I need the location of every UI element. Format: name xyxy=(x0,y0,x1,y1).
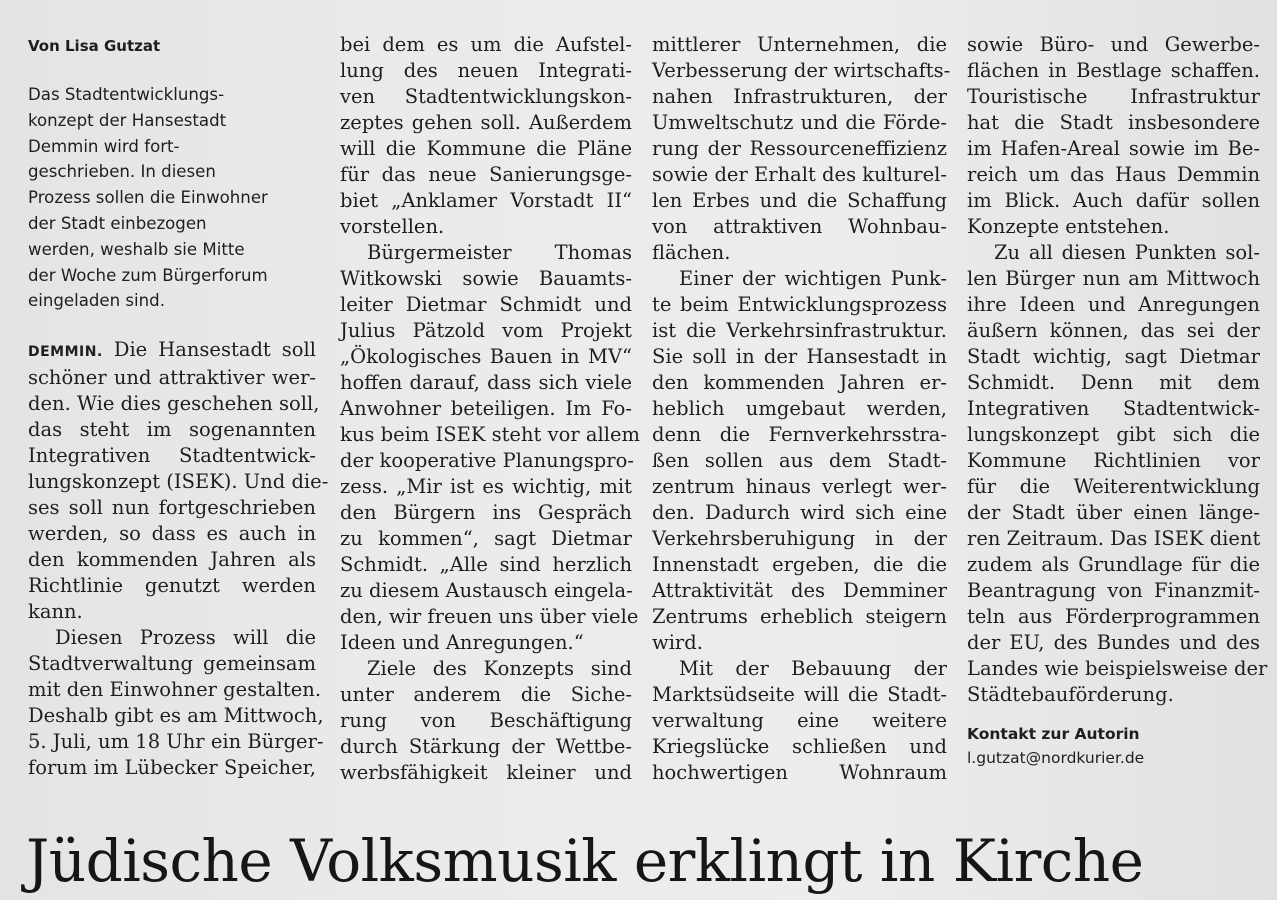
body-line: Beantragung von Finanzmit- xyxy=(967,579,1260,602)
teaser-line: der Stadt einbezogen xyxy=(28,213,207,233)
body-line: hoffen darauf, dass sich viele xyxy=(340,371,632,394)
body-line: denn die Fernverkehrsstra- xyxy=(652,423,947,446)
body-line: flächen. xyxy=(652,241,731,264)
teaser-line: Das Stadtentwicklungs- xyxy=(28,85,225,104)
body-line: ses soll nun fortgeschrieben xyxy=(28,496,316,520)
body-line: ren Zeitraum. Das ISEK dient xyxy=(967,527,1261,550)
body-line: Städtebauförderung. xyxy=(967,683,1174,706)
body-line: Innenstadt ergeben, die die xyxy=(652,553,947,576)
body-line: Landes wie beispielsweise der xyxy=(967,657,1268,680)
body-line: kus beim ISEK steht vor allem xyxy=(340,423,640,446)
body-line: hochwertigen Wohnraum xyxy=(652,761,947,784)
article-column-3 xyxy=(652,32,951,786)
body-line: der EU, des Bundes und des xyxy=(967,631,1260,654)
body-line: Witkowski sowie Bauamts- xyxy=(340,267,632,290)
body-line: ßen sollen aus dem Stadt- xyxy=(652,449,947,472)
teaser-line: Prozess sollen die Einwohner xyxy=(28,188,268,208)
body-line: 5. Juli, um 18 Uhr ein Bürger- xyxy=(28,730,324,754)
body-line: ihre Ideen und Anregungen xyxy=(967,293,1260,316)
body-line: Verkehrsberuhigung in der xyxy=(652,527,947,550)
article-body-col1 xyxy=(28,337,329,781)
body-line: Stadtverwaltung gemeinsam xyxy=(28,652,316,676)
body-line: ist die Verkehrsinfrastruktur. xyxy=(652,319,947,342)
body-line: rung der Ressourceneffizienz xyxy=(652,137,947,160)
body-line: Mit der Bebauung der xyxy=(679,657,947,680)
body-line: zudem als Grundlage für die xyxy=(967,553,1260,576)
body-line: Anwohner beteiligen. Im Fo- xyxy=(340,397,632,420)
body-line: Kommune Richtlinien vor xyxy=(967,449,1260,472)
body-line: DEMMIN. Die Hansestadt soll xyxy=(28,338,316,362)
next-article-headline: Jüdische Volksmusik erklingt in Kirche xyxy=(26,827,1144,895)
article-column-4 xyxy=(967,32,1268,770)
body-line: zu diesem Austausch eingela- xyxy=(340,579,633,602)
body-line: Ziele des Konzepts sind xyxy=(367,657,632,680)
body-line: werbsfähigkeit kleiner und xyxy=(340,761,632,784)
article-column-1 xyxy=(28,32,329,781)
body-line: zu kommen“, sagt Dietmar xyxy=(340,527,632,550)
body-line: Marktsüdseite will die Stadt- xyxy=(652,683,947,706)
body-line: von attraktiven Wohnbau- xyxy=(652,215,947,238)
article-byline: Von Lisa Gutzat xyxy=(28,37,161,55)
body-line: will die Kommune die Pläne xyxy=(340,137,632,160)
body-line: der Stadt über einen länge- xyxy=(967,501,1260,524)
body-line: teln aus Förderprogrammen xyxy=(967,605,1260,628)
body-line: biet „Anklamer Vorstadt II“ xyxy=(340,189,632,212)
body-line: Verbesserung der wirtschafts- xyxy=(652,59,951,82)
body-line: bei dem es um die Aufstel- xyxy=(340,33,632,56)
body-line: „Ökologisches Bauen in MV“ xyxy=(340,345,632,368)
body-line: durch Stärkung der Wettbe- xyxy=(340,735,632,758)
body-line: den, wir freuen uns über viele xyxy=(340,605,639,628)
body-line: reich um das Haus Demmin xyxy=(967,163,1260,186)
body-line: Schmidt. „Alle sind herzlich xyxy=(340,553,632,576)
body-line: der kooperative Planungspro- xyxy=(340,449,634,472)
teaser-line: konzept der Hansestadt xyxy=(28,110,227,130)
body-line: lung des neuen Integrati- xyxy=(340,59,632,82)
body-line: Zentrums erheblich steigern xyxy=(652,605,947,628)
body-line: heblich umgebaut werden, xyxy=(652,397,947,420)
body-line: sowie Büro- und Gewerbe- xyxy=(967,33,1260,56)
body-line: len Erbes und die Schaffung xyxy=(652,189,947,212)
body-line: zeptes gehen soll. Außerdem xyxy=(340,111,632,134)
body-line: Einer der wichtigen Punk- xyxy=(679,267,947,290)
body-line: Zu all diesen Punkten sol- xyxy=(994,241,1260,264)
body-line: te beim Entwicklungsprozess xyxy=(652,293,947,316)
body-line: Julius Pätzold vom Projekt xyxy=(340,319,632,342)
article-column-2 xyxy=(340,32,640,786)
body-line: rung von Beschäftigung xyxy=(340,709,632,732)
body-line: mit den Einwohner gestalten. xyxy=(28,678,322,702)
body-line: lungskonzept (ISEK). Und die- xyxy=(28,470,329,494)
body-line: zess. „Mir ist es wichtig, mit xyxy=(340,475,632,498)
body-line: mittlerer Unternehmen, die xyxy=(652,33,947,56)
body-line: Konzepte entstehen. xyxy=(967,215,1170,238)
body-line: Bürgermeister Thomas xyxy=(367,241,632,264)
body-line: für die Weiterentwicklung xyxy=(967,475,1260,498)
body-line: forum im Lübecker Speicher, xyxy=(28,756,316,780)
body-line: den Bürgern ins Gespräch xyxy=(340,501,632,524)
body-line: leiter Dietmar Schmidt und xyxy=(340,293,632,316)
body-line: Deshalb gibt es am Mittwoch, xyxy=(28,704,324,728)
body-line: äußern können, das sei der xyxy=(967,319,1260,342)
contact-email[interactable]: l.gutzat@nordkurier.de xyxy=(967,749,1145,767)
body-line: unter anderem die Siche- xyxy=(340,683,632,706)
teaser-line: werden, weshalb sie Mitte xyxy=(28,239,245,259)
article-dateline: DEMMIN. xyxy=(28,344,103,361)
body-line: den. Dadurch wird sich eine xyxy=(652,501,947,524)
body-line: im Blick. Auch dafür sollen xyxy=(967,189,1260,212)
body-line: lungskonzept gibt sich die xyxy=(967,423,1260,446)
body-line: Diesen Prozess will die xyxy=(55,626,316,650)
body-line: kann. xyxy=(28,600,83,624)
body-line: den kommenden Jahren als xyxy=(28,548,316,572)
body-line: schöner und attraktiver wer- xyxy=(28,366,316,390)
contact-label: Kontakt zur Autorin xyxy=(967,725,1140,743)
body-line: das steht im sogenannten xyxy=(28,418,316,442)
body-line: Ideen und Anregungen.“ xyxy=(340,631,584,654)
body-line: flächen in Bestlage schaffen. xyxy=(967,59,1260,82)
body-line: sowie der Erhalt des kulturel- xyxy=(652,163,947,186)
body-line: len Bürger nun am Mittwoch xyxy=(967,267,1260,290)
teaser-line: geschrieben. In diesen xyxy=(28,162,216,182)
body-line: hat die Stadt insbesondere xyxy=(967,111,1260,134)
body-line: ven Stadtentwicklungskon- xyxy=(340,85,632,108)
body-line: Richtlinie genutzt werden xyxy=(28,574,316,598)
body-line: werden, so dass es auch in xyxy=(28,522,316,546)
body-line: Integrativen Stadtentwick- xyxy=(967,397,1260,420)
body-line: Attraktivität des Demminer xyxy=(652,579,947,602)
body-line: Touristische Infrastruktur xyxy=(967,85,1260,108)
body-line: Integrativen Stadtentwick- xyxy=(28,444,316,468)
body-line: den. Wie dies geschehen soll, xyxy=(28,392,320,416)
body-line: nahen Infrastrukturen, der xyxy=(652,85,947,108)
teaser-line: eingeladen sind. xyxy=(28,291,165,311)
body-line: Sie soll in der Hansestadt in xyxy=(652,345,947,368)
article-body-col4 xyxy=(967,32,1268,708)
teaser-line: Demmin wird fort- xyxy=(28,136,180,156)
body-line: Kriegslücke schließen und xyxy=(652,735,947,758)
body-line: zentrum hinaus verlegt wer- xyxy=(652,475,947,498)
article-teaser xyxy=(28,82,316,314)
body-line: Schmidt. Denn mit dem xyxy=(967,371,1260,394)
body-line: Umweltschutz und die Förde- xyxy=(652,111,947,134)
body-line: für das neue Sanierungsge- xyxy=(340,163,632,186)
body-line: vorstellen. xyxy=(340,215,445,238)
body-line: im Hafen-Areal sowie im Be- xyxy=(967,137,1260,160)
teaser-line: der Woche zum Bürgerforum xyxy=(28,265,268,285)
body-line: den kommenden Jahren er- xyxy=(652,371,947,394)
body-line: Stadt wichtig, sagt Dietmar xyxy=(967,345,1260,368)
body-line: wird. xyxy=(652,631,703,654)
body-line: verwaltung eine weitere xyxy=(652,709,947,732)
